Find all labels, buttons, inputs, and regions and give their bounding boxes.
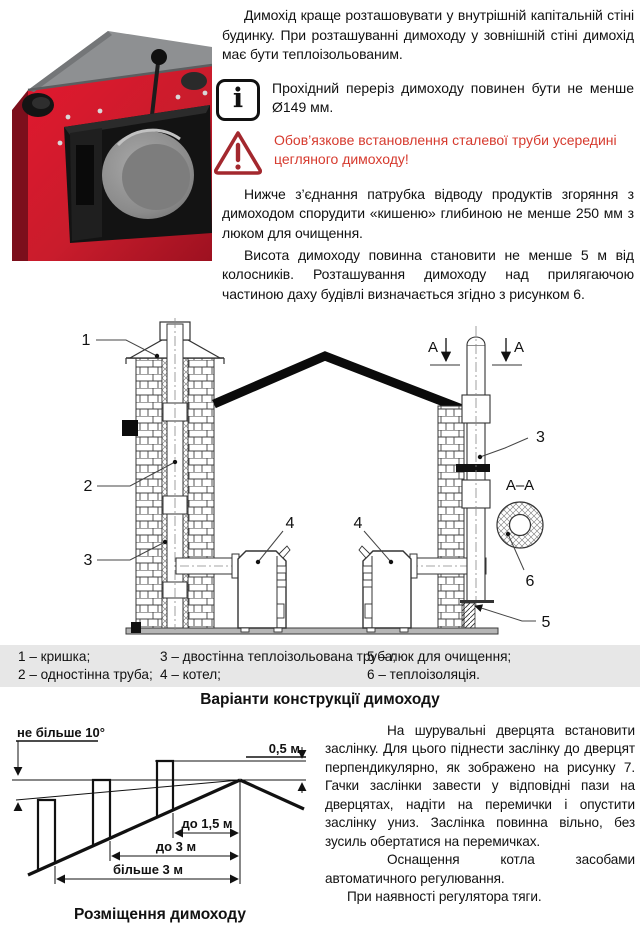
- rear-stub: [181, 72, 207, 90]
- chimneys: [38, 761, 173, 871]
- legend-item-6: 6 – теплоізоляція.: [367, 667, 480, 682]
- chimney-construction-diagram: [0, 318, 640, 642]
- section-ring: [497, 477, 543, 548]
- legend-item-2: 2 – одностінна труба;: [18, 667, 153, 682]
- dim-more-3-label: більше 3 м: [112, 862, 184, 877]
- callout-4-right: 4: [353, 515, 363, 532]
- bottom-text-column: [325, 722, 635, 907]
- legend-bar: [0, 645, 640, 687]
- roof: [214, 356, 462, 409]
- half-meter-label: 0,5 м: [268, 741, 300, 756]
- recess-slot: [76, 145, 94, 205]
- air-knob-face: [32, 97, 50, 109]
- paragraph-height: Висота димоходу повинна становити не менше 5 м від колосників. Розташування димоходу над прилягаючою частиною даху будівлі визначається згідно з рисунком 6.: [222, 246, 634, 302]
- paragraph-damper: На шурувальні дверцята встановити заслінку. Для цього піднести заслінку до дверцят перпендикулярно, як зображено на рисунку 7. Гачки заслінки завести у відповідні пази на дверцятах, надіти на перемички і опустити заслінку униз. Заслінка повинна вільно, без зусиль обертатися на перемичках.: [325, 723, 635, 849]
- chimney-placement-diagram: [0, 723, 320, 905]
- legend-item-3: 3 – двостінна теплоізольована труба;: [160, 649, 397, 664]
- cut-letter-right: А: [514, 339, 525, 356]
- warning-icon: [212, 129, 264, 175]
- legend-item-5: 5 – люк для очищення;: [367, 649, 512, 664]
- placement-caption: Розміщення димоходу: [74, 906, 246, 923]
- paragraph-auto-regulation: Оснащення котла засобами автоматичного регулювання.: [325, 852, 635, 886]
- callout-6: 6: [525, 573, 535, 590]
- dim-3-label: до 3 м: [155, 839, 197, 854]
- callout-5: 5: [541, 614, 551, 631]
- callout-3-right: 3: [536, 429, 545, 446]
- paragraph-draft-regulator: При наявності регулятора тяги.: [347, 889, 542, 905]
- warning-note: [222, 131, 634, 175]
- top-text-column: [222, 6, 634, 306]
- warning-text: Обов’язкове встановлення сталевої труби усередині цегляного димоходу!: [274, 131, 617, 168]
- callout-2: 2: [83, 478, 93, 495]
- angle-annotation: [16, 725, 105, 811]
- paragraph-pocket: Нижче з’єднання патрубка відводу продуктів згоряння з димоходом спорудити «кишеню» глибиною не менше 250 мм з люком для очищення.: [222, 185, 634, 241]
- info-note-text: Прохідний переріз димоходу повинен бути не менше Ø149 мм.: [272, 79, 634, 116]
- callout-4-left: 4: [285, 515, 295, 532]
- boiler-right: [359, 546, 411, 632]
- boiler-side-shadow: [12, 90, 28, 261]
- lever-ball: [151, 49, 167, 65]
- figure-caption: Варіанти конструкції димоходу: [200, 691, 440, 708]
- inner-pipe: [163, 318, 187, 630]
- section-title: А–А: [505, 477, 535, 494]
- boiler-left: [238, 546, 290, 632]
- info-icon: [216, 79, 260, 121]
- ground-line: [126, 628, 498, 634]
- info-icon-glyph: i: [232, 83, 244, 115]
- callout-1: 1: [81, 332, 91, 349]
- legend-item-1: 1 – кришка;: [18, 649, 91, 664]
- angle-label: не більше 10°: [17, 725, 105, 740]
- info-note: [222, 79, 634, 121]
- legend-item-4: 4 – котел;: [160, 667, 221, 682]
- right-wall: [438, 406, 464, 628]
- boiler-photo: [8, 5, 212, 261]
- left-eave: [122, 420, 138, 436]
- cut-letter-left: А: [427, 339, 438, 356]
- callout-3-left: 3: [83, 552, 93, 569]
- flue-outlet-inner: [122, 144, 190, 210]
- intro-paragraph: Димохід краще розташовувати у внутрішній капітальній стіні будинку. При розташуванні димоходу у зовнішній стіні димохід має бути теплоізольованим.: [222, 7, 634, 63]
- dim-1-5-label: до 1,5 м: [181, 816, 233, 831]
